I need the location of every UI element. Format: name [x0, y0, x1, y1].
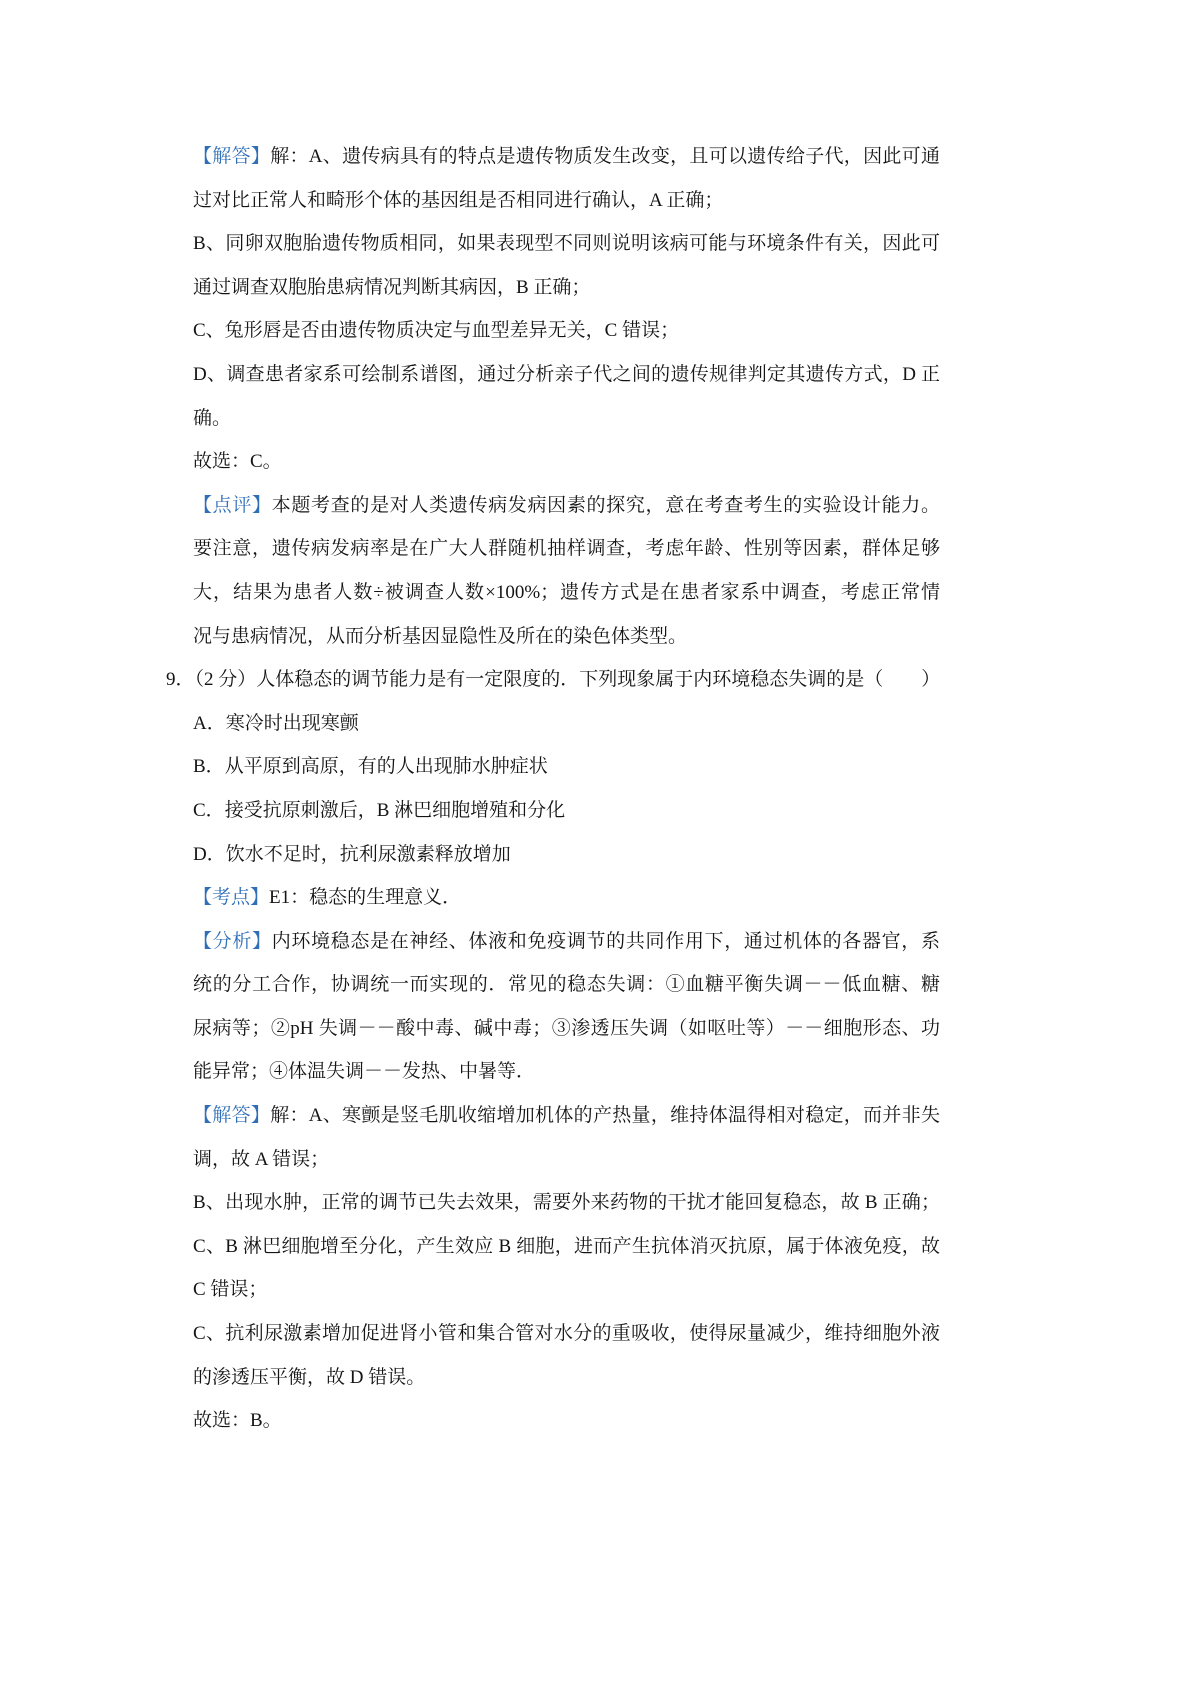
- answer-text: 解：A、寒颤是竖毛肌收缩增加机体的产热量，维持体温得相对稳定，而并非失: [270, 1105, 940, 1127]
- analysis-text: 内环境稳态是在神经、体液和免疫调节的共同作用下，通过机体的各器官，系: [271, 930, 940, 952]
- comment-label: 【点评】: [193, 494, 272, 516]
- question-stem-line: [166, 658, 940, 702]
- solution-line: 通过调查双胞胎患病情况判断其病因，B 正确；: [193, 276, 591, 298]
- option-text: 接受抗原刺激后，B 淋巴细胞增殖和分化: [224, 799, 566, 821]
- analysis-line: 能异常；④体温失调－－发热、中暑等．: [193, 1061, 536, 1083]
- question-stem: 人体稳态的调节能力是有一定限度的．下列现象属于内环境稳态失调的是（ ）: [256, 669, 941, 691]
- question-number: 9．: [166, 669, 195, 691]
- solution-line: 过对比正常人和畸形个体的基因组是否相同进行确认，A 正确；: [193, 189, 724, 211]
- solution-line: D、调查患者家系可绘制系谱图，通过分析亲子代之间的遗传规律判定其遗传方式，D 正: [193, 363, 940, 385]
- solution-text: 解：A、遗传病具有的特点是遗传物质发生改变，且可以遗传给子代，因此可通: [270, 146, 940, 167]
- solution-line: 确。: [193, 407, 232, 429]
- analysis-line: 尿病等；②pH 失调－－酸中毒、碱中毒；③渗透压失调（如呕吐等）－－细胞形态、功: [193, 1017, 940, 1039]
- comment-line: 大，结果为患者人数÷被调查人数×100%；遗传方式是在患者家系中调查，考虑正常情: [193, 581, 940, 603]
- solution-line: B、同卵双胞胎遗传物质相同，如果表现型不同则说明该病可能与环境条件有关，因此可: [193, 233, 940, 255]
- previous-solution: [193, 135, 940, 484]
- analysis-line: 统的分工合作，协调统一而实现的．常见的稳态失调：①血糖平衡失调－－低血糖、糖: [193, 974, 940, 996]
- answer-choice: 故选：B。: [193, 1410, 282, 1432]
- question-score: （2 分）: [194, 669, 257, 691]
- option-letter: A．: [193, 712, 226, 734]
- comment-text: 本题考查的是对人类遗传病发病因素的探究，意在考查考生的实验设计能力。: [271, 494, 940, 516]
- solution-line: [193, 135, 940, 179]
- solution-label: 【解答】: [193, 146, 271, 167]
- option-letter: B．: [193, 756, 225, 778]
- document-content: [166, 135, 941, 1443]
- option-b: [193, 745, 940, 789]
- point-label: 【考点】: [193, 887, 270, 909]
- option-text: 从平原到高原，有的人出现肺水肿症状: [224, 756, 548, 778]
- knowledge-point: [193, 876, 940, 920]
- comment-line: 要注意，遗传病发病率是在广大人群随机抽样调查，考虑年龄、性别等因素，群体足够: [193, 538, 940, 560]
- option-letter: C．: [193, 799, 225, 821]
- question-9: [166, 658, 941, 876]
- option-text: 饮水不足时，抗利尿激素释放增加: [225, 843, 511, 865]
- solution-choice: 故选：C。: [193, 451, 282, 473]
- previous-comment: [193, 484, 940, 658]
- analysis: [193, 920, 940, 1094]
- option-a: [193, 702, 940, 746]
- option-d: [193, 833, 940, 877]
- answer-line: 调，故 A 错误；: [193, 1148, 330, 1170]
- answer-line: [193, 1094, 940, 1138]
- answer-line: C 错误；: [193, 1279, 268, 1301]
- option-text: 寒冷时出现寒颤: [225, 712, 359, 734]
- analysis-line: [193, 920, 940, 964]
- comment-line: 况与患病情况，从而分析基因显隐性及所在的染色体类型。: [193, 625, 688, 647]
- option-letter: D．: [193, 843, 226, 865]
- option-c: [193, 789, 940, 833]
- analysis-label: 【分析】: [193, 930, 272, 952]
- answer-line: B、出现水肿，正常的调节已失去效果，需要外来药物的干扰才能回复稳态，故 B 正确；: [193, 1192, 940, 1214]
- point-text: E1：稳态的生理意义．: [269, 887, 462, 909]
- answer-line: 的渗透压平衡，故 D 错误。: [193, 1366, 426, 1388]
- comment-line: [193, 484, 940, 528]
- answer-line: C、B 淋巴细胞增至分化，产生效应 B 细胞，进而产生抗体消灭抗原，属于体液免疫，故: [193, 1235, 940, 1257]
- solution: [193, 1094, 940, 1443]
- solution-line: C、兔形唇是否由遗传物质决定与血型差异无关，C 错误；: [193, 320, 680, 342]
- answer-label: 【解答】: [193, 1105, 271, 1127]
- answer-line: C、抗利尿激素增加促进肾小管和集合管对水分的重吸收，使得尿量减少，维持细胞外液: [193, 1323, 940, 1345]
